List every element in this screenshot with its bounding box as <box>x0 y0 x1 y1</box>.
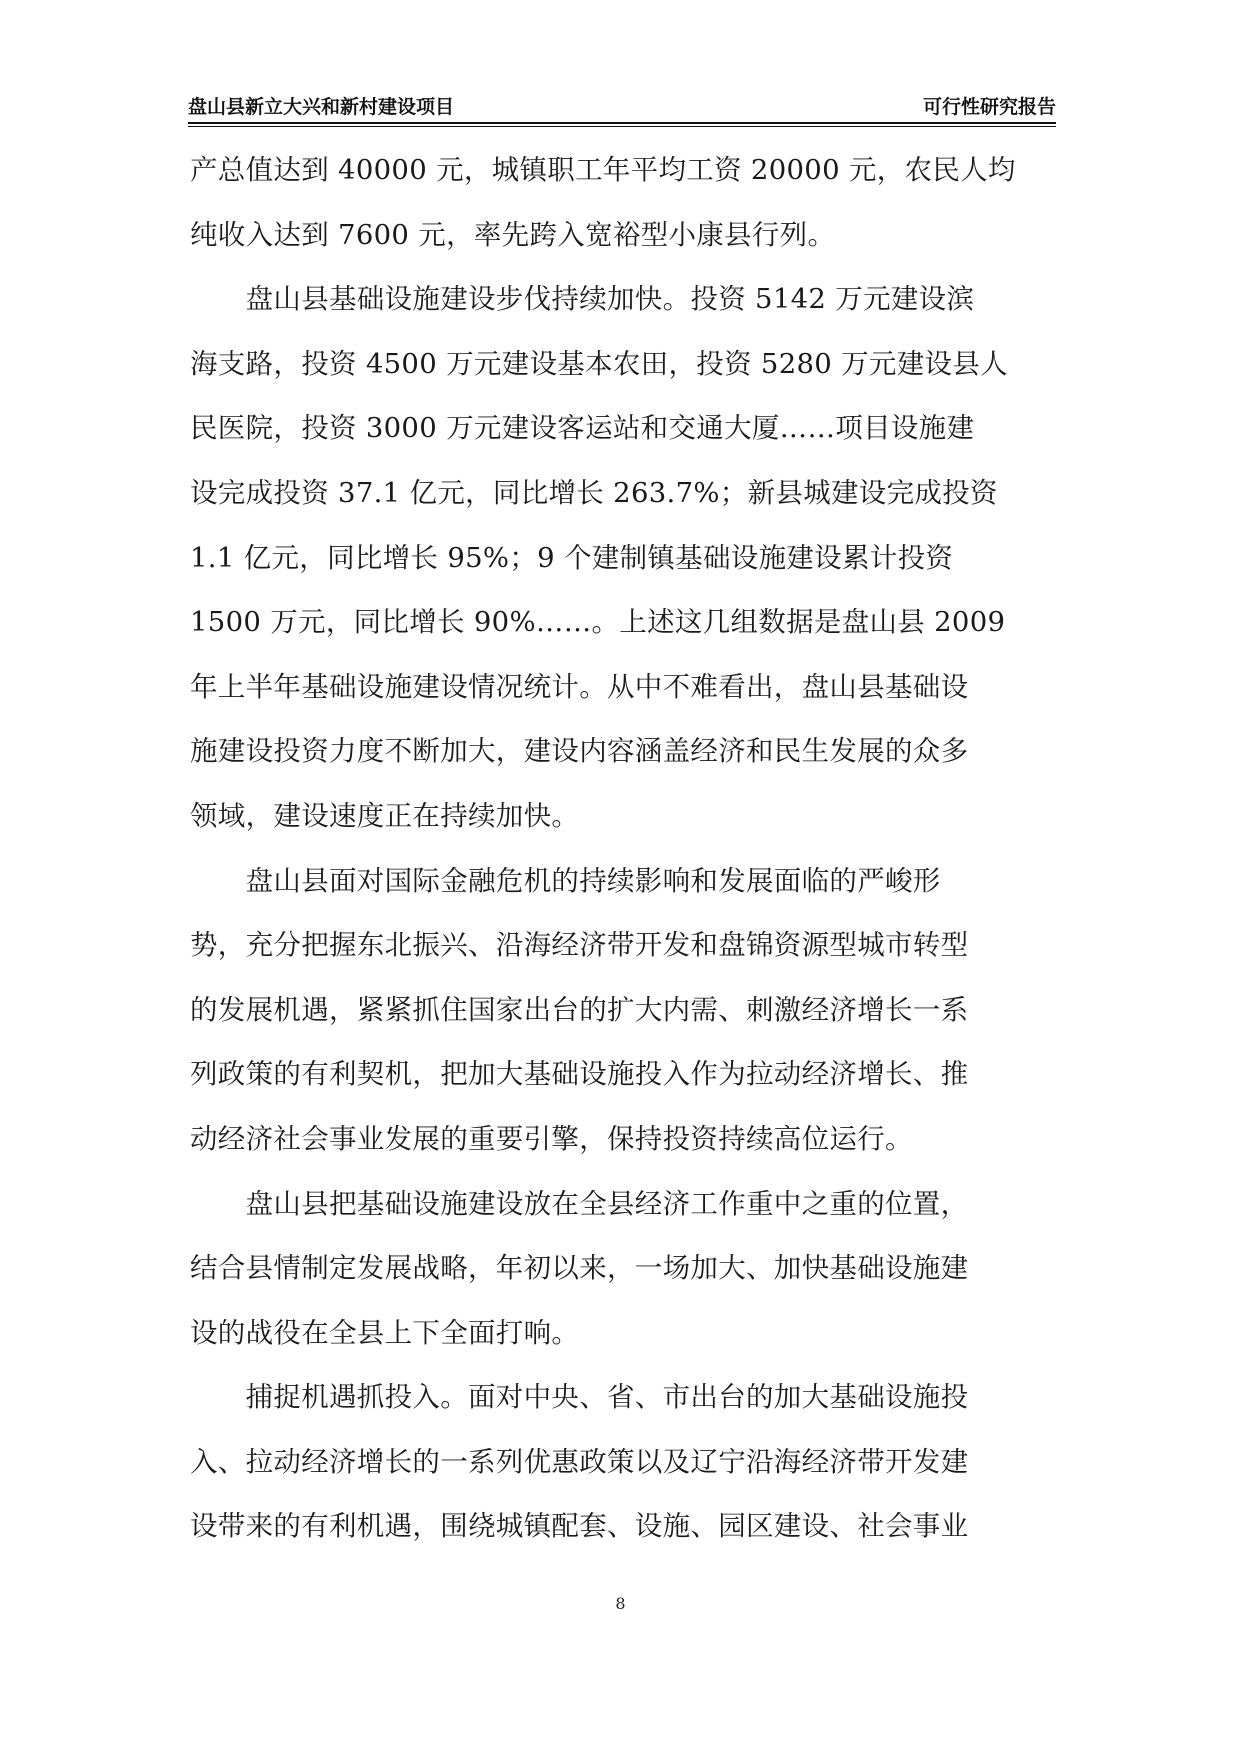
text-line: 领域，建设速度正在持续加快。 <box>190 799 580 832</box>
text-line: 设带来的有利机遇，围绕城镇配套、设施、园区建设、社会事业 <box>190 1510 969 1543</box>
page-header <box>188 86 1056 124</box>
text-line: 动经济社会事业发展的重要引擎，保持投资持续高位运行。 <box>190 1122 913 1155</box>
text-line: 1500 万元，同比增长 90%……。上述这几组数据是盘山县 2009 <box>190 606 1006 639</box>
page-number: 8 <box>615 1594 626 1613</box>
text-line: 海支路，投资 4500 万元建设基本农田，投资 5280 万元建设县人 <box>190 347 1008 380</box>
text-line: 设的战役在全县上下全面打响。 <box>190 1316 580 1349</box>
text-line: 入、拉动经济增长的一系列优惠政策以及辽宁沿海经济带开发建 <box>190 1445 969 1478</box>
text-line: 民医院，投资 3000 万元建设客运站和交通大厦……项目设施建 <box>190 412 975 445</box>
text-line: 盘山县把基础设施建设放在全县经济工作重中之重的位置， <box>190 1187 969 1220</box>
header-rule <box>188 122 1056 127</box>
text-line: 捕捉机遇抓投入。面对中央、省、市出台的加大基础设施投 <box>190 1381 969 1414</box>
text-line: 纯收入达到 7600 元，率先跨入宽裕型小康县行列。 <box>190 218 836 251</box>
body-text <box>190 138 1056 1559</box>
text-line: 盘山县基础设施建设步伐持续加快。投资 5142 万元建设滨 <box>190 283 975 316</box>
text-line: 产总值达到 40000 元，城镇职工年平均工资 20000 元，农民人均 <box>190 154 1016 186</box>
text-line: 结合县情制定发展战略，年初以来，一场加大、加快基础设施建 <box>190 1252 969 1285</box>
text-line: 的发展机遇，紧紧抓住国家出台的扩大内需、刺激经济增长一系 <box>190 993 969 1026</box>
text-line: 1.1 亿元，同比增长 95%；9 个建制镇基础设施建设累计投资 <box>190 541 954 574</box>
text-line: 设完成投资 37.1 亿元，同比增长 263.7%；新县城建设完成投资 <box>190 476 998 509</box>
text-line: 盘山县面对国际金融危机的持续影响和发展面临的严峻形 <box>190 864 941 897</box>
text-line: 势，充分把握东北振兴、沿海经济带开发和盘锦资源型城市转型 <box>190 929 969 962</box>
text-line: 年上半年基础设施建设情况统计。从中不难看出，盘山县基础设 <box>190 670 969 703</box>
text-line: 施建设投资力度不断加大，建设内容涵盖经济和民生发展的众多 <box>190 735 969 768</box>
text-line: 列政策的有利契机，把加大基础设施投入作为拉动经济增长、推 <box>190 1058 969 1091</box>
header-report-type: 可行性研究报告 <box>922 96 1056 118</box>
header-project-title: 盘山县新立大兴和新村建设项目 <box>188 96 455 118</box>
